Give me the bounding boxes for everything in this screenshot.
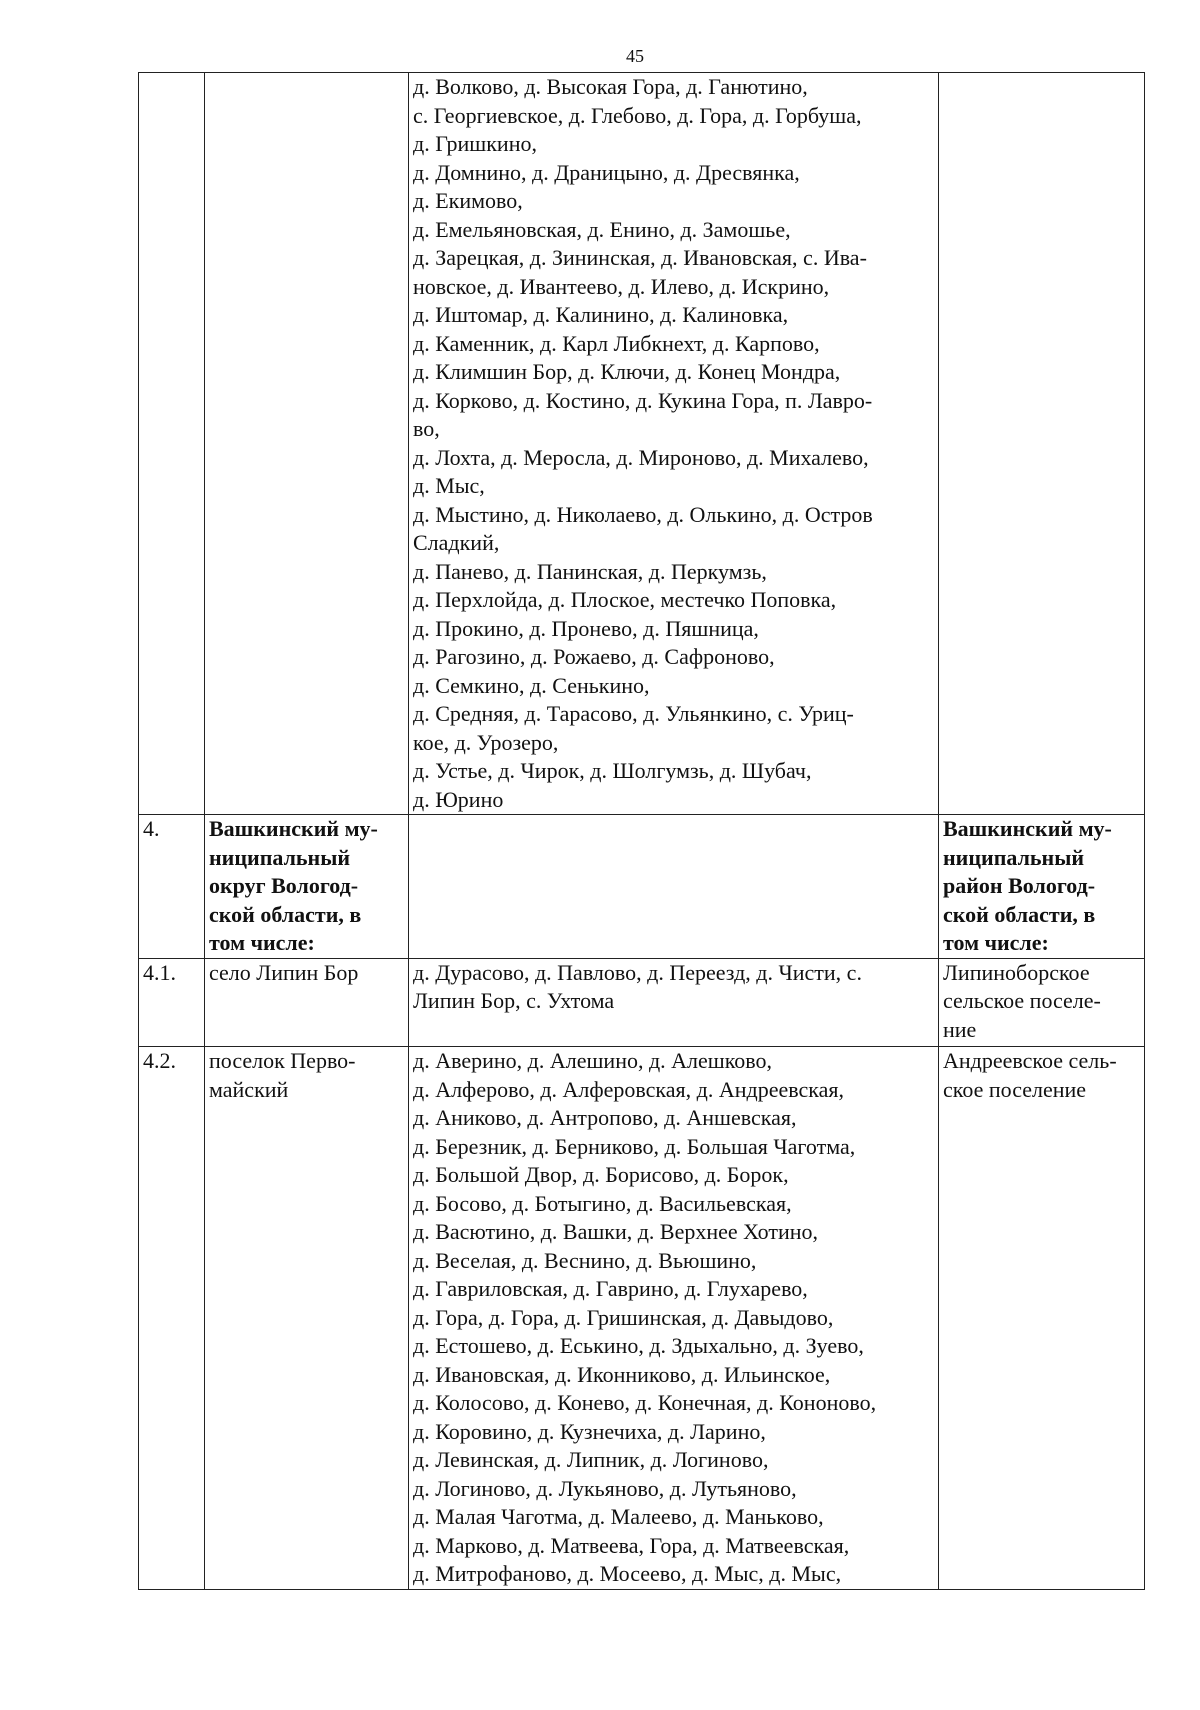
former-entity-line: Липиноборское (943, 959, 1090, 985)
municipality-name-line: село Липин Бор (209, 959, 359, 985)
settlement-line: д. Березник, д. Берниково, д. Большая Чаготма, (413, 1133, 856, 1159)
municipality-name-line: Вашкинский му- (209, 816, 378, 841)
municipality-name-cell (205, 815, 409, 959)
settlement-line: д. Веселая, д. Веснино, д. Вьюшино, (413, 1247, 757, 1273)
former-entity-line: ние (943, 1016, 977, 1042)
settlement-line: во, (413, 416, 440, 441)
former-entity-cell (939, 815, 1145, 959)
former-entity-cell (939, 1047, 1145, 1590)
settlement-line: д. Ивановская, д. Иконниково, д. Ильинское, (413, 1361, 831, 1387)
settlement-line: д. Гришкино, (413, 131, 537, 156)
municipality-name-cell (205, 73, 409, 815)
municipality-name-line: округ Вологод- (209, 873, 359, 898)
settlement-line: д. Мыстино, д. Николаево, д. Олькино, д. Остров (413, 501, 873, 527)
former-entity-line: район Вологод- (943, 873, 1096, 898)
settlement-line: новское, д. Ивантеево, д. Илево, д. Искрино, (413, 273, 830, 299)
row-number-cell (139, 815, 205, 959)
settlements-cell (409, 958, 939, 1047)
former-entity-cell (939, 958, 1145, 1047)
settlements-cell (409, 1047, 939, 1590)
settlement-line: д. Семкино, д. Сенькино, (413, 672, 650, 698)
settlement-line: кое, д. Урозеро, (413, 729, 559, 755)
table-row (139, 73, 1145, 815)
settlement-line: д. Естошево, д. Еськино, д. Здыхально, д. Зуево, (413, 1333, 864, 1358)
settlement-line: д. Мыс, (413, 473, 485, 498)
settlement-line: д. Перхлойда, д. Плоское, местечко Поповка, (413, 587, 837, 612)
settlement-line: с. Георгиевское, д. Глебово, д. Гора, д. Горбуша, (413, 102, 862, 128)
former-entity-line: ское поселение (943, 1076, 1087, 1102)
settlement-line: Липин Бор, с. Ухтома (413, 988, 615, 1013)
municipality-name-cell (205, 1047, 409, 1590)
settlement-line: д. Коровино, д. Кузнечиха, д. Ларино, (413, 1418, 766, 1444)
municipality-name-line: поселок Перво- (209, 1048, 356, 1073)
settlement-line: д. Малая Чаготма, д. Малеево, д. Маньково, (413, 1504, 824, 1529)
settlement-line: д. Дурасово, д. Павлово, д. Переезд, д. Чисти, с. (413, 959, 862, 985)
municipality-name-line: ской области, в (209, 901, 362, 927)
settlement-line: д. Прокино, д. Пронево, д. Пяшница, (413, 615, 759, 641)
settlement-line: д. Гавриловская, д. Гаврино, д. Глухарево, (413, 1276, 808, 1301)
municipality-name-line: майский (209, 1076, 289, 1102)
former-entity-line: Вашкинский му- (943, 816, 1112, 841)
municipality-name-cell (205, 958, 409, 1047)
settlement-line: д. Юрино (413, 786, 504, 812)
settlements-table (138, 72, 1145, 1590)
settlement-line: д. Гора, д. Гора, д. Гришинская, д. Давыдово, (413, 1304, 834, 1330)
settlement-line: д. Колосово, д. Конево, д. Конечная, д. Кононово, (413, 1390, 877, 1415)
table-row (139, 958, 1145, 1047)
former-entity-line: Андреевское сель- (943, 1048, 1117, 1073)
settlement-line: д. Иштомар, д. Калинино, д. Калиновка, (413, 302, 789, 327)
municipality-name-line: том числе: (209, 930, 315, 955)
row-number: 4.2. (143, 1048, 176, 1073)
settlement-line: д. Аверино, д. Алешино, д. Алешково, (413, 1048, 773, 1073)
former-entity-cell (939, 73, 1145, 815)
settlement-line: д. Рагозино, д. Рожаево, д. Сафроново, (413, 644, 775, 669)
settlement-line: д. Босово, д. Ботыгино, д. Васильевская, (413, 1190, 792, 1216)
row-number: 4. (143, 816, 160, 841)
settlement-line: д. Емельяновская, д. Енино, д. Замошье, (413, 216, 791, 242)
settlement-line: д. Екимово, (413, 188, 523, 213)
settlement-line: д. Аниково, д. Антропово, д. Аншевская, (413, 1105, 797, 1130)
settlement-line: д. Левинская, д. Липник, д. Логиново, (413, 1447, 769, 1472)
settlement-line: д. Марково, д. Матвеева, Гора, д. Матвеевская, (413, 1532, 850, 1558)
settlement-line: д. Логиново, д. Лукьяново, д. Лутьяново, (413, 1475, 797, 1501)
former-entity-line: ской области, в (943, 901, 1096, 927)
row-number: 4.1. (143, 959, 176, 985)
row-number-cell (139, 1047, 205, 1590)
former-entity-line: ниципальный (943, 844, 1085, 870)
settlement-line: д. Волково, д. Высокая Гора, д. Ганютино, (413, 74, 808, 99)
settlement-line: д. Каменник, д. Карл Либкнехт, д. Карпово, (413, 330, 820, 356)
page-number: 45 (626, 46, 644, 66)
settlement-line: д. Домнино, д. Драницыно, д. Дресвянка, (413, 159, 800, 185)
settlement-line: д. Устье, д. Чирок, д. Шолгумзь, д. Шубач, (413, 758, 812, 783)
former-entity-line: том числе: (943, 930, 1049, 955)
settlement-line: Сладкий, (413, 530, 500, 555)
settlement-line: д. Васютино, д. Вашки, д. Верхнее Хотино, (413, 1219, 819, 1244)
settlement-line: д. Большой Двор, д. Борисово, д. Борок, (413, 1162, 789, 1187)
settlement-line: д. Митрофаново, д. Мосеево, д. Мыс, д. Мыс, (413, 1561, 842, 1586)
row-number-cell (139, 73, 205, 815)
settlement-line: д. Климшин Бор, д. Ключи, д. Конец Мондра, (413, 359, 841, 384)
settlement-line: д. Зарецкая, д. Зининская, д. Ивановская, с. Ива- (413, 245, 867, 270)
former-entity-line: сельское поселе- (943, 988, 1101, 1013)
settlement-line: д. Средняя, д. Тарасово, д. Ульянкино, с. Уриц- (413, 701, 854, 726)
settlement-line: д. Алферово, д. Алферовская, д. Андреевская, (413, 1076, 844, 1102)
settlement-line: д. Лохта, д. Меросла, д. Мироново, д. Михалево, (413, 444, 869, 470)
settlements-cell (409, 815, 939, 959)
settlement-line: д. Панево, д. Панинская, д. Перкумзь, (413, 558, 767, 584)
municipality-name-line: ниципальный (209, 844, 351, 870)
settlement-line: д. Корково, д. Костино, д. Кукина Гора, п. Лавро- (413, 387, 873, 413)
table-row (139, 1047, 1145, 1590)
settlements-cell (409, 73, 939, 815)
table-row (139, 815, 1145, 959)
row-number-cell (139, 958, 205, 1047)
